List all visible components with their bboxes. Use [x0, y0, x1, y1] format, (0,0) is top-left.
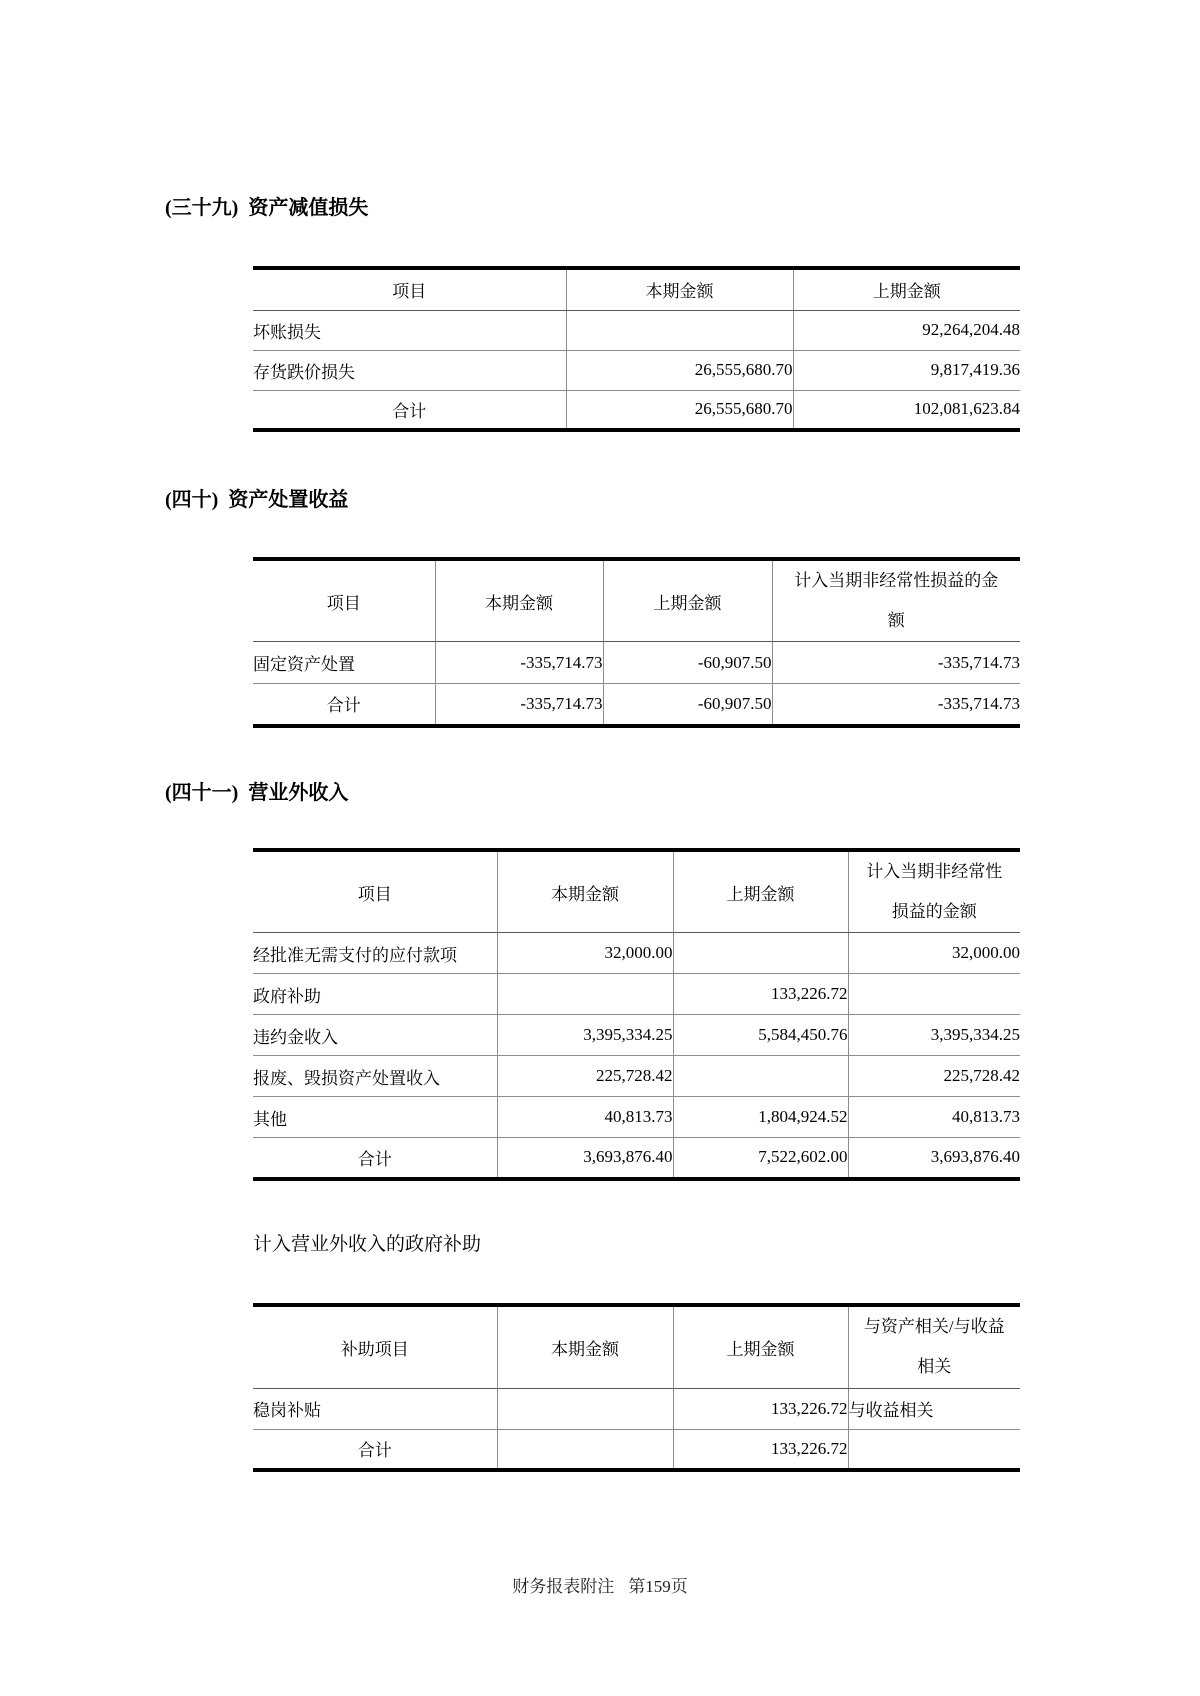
column-header-nonrecurring — [848, 850, 1020, 933]
footer-label: 财务报表附注 — [512, 1577, 615, 1596]
column-header-item: 项目 — [253, 559, 435, 642]
table-row — [253, 1097, 1020, 1138]
header-line: 损益的金额 — [891, 902, 977, 921]
table-row — [253, 1056, 1020, 1097]
subsidy-subtitle: 计入营业外收入的政府补助 — [253, 1234, 482, 1255]
prior-period-cell: 7,522,602.00 — [673, 1138, 848, 1179]
column-header-item: 项目 — [253, 850, 497, 933]
section-title: 资产处置收益 — [228, 489, 349, 511]
current-period-cell: -335,714.73 — [435, 642, 603, 684]
current-period-cell: 26,555,680.70 — [566, 350, 793, 390]
section-title: 营业外收入 — [248, 782, 349, 804]
total-row — [253, 1138, 1020, 1179]
non-operating-income-table — [253, 848, 1020, 1181]
non-recurring-cell: 225,728.42 — [848, 1056, 1020, 1097]
header-line: 计入当期非经常性损益的金 — [794, 571, 999, 590]
total-row — [253, 1429, 1020, 1470]
item-cell: 稳岗补贴 — [253, 1388, 497, 1429]
table-row — [253, 1015, 1020, 1056]
item-cell: 违约金收入 — [253, 1015, 497, 1056]
prior-period-cell: 102,081,623.84 — [793, 390, 1020, 430]
current-period-cell: 40,813.73 — [497, 1097, 673, 1138]
item-cell: 坏账损失 — [253, 310, 566, 350]
column-header-current: 本期金额 — [435, 559, 603, 642]
table-row — [253, 1388, 1020, 1429]
item-cell: 报废、毁损资产处置收入 — [253, 1056, 497, 1097]
total-row — [253, 684, 1020, 726]
section-number: (四十一) — [165, 782, 239, 804]
prior-period-cell: -60,907.50 — [603, 684, 772, 726]
current-period-cell: -335,714.73 — [435, 684, 603, 726]
government-subsidy-table — [253, 1303, 1020, 1472]
total-label-cell: 合计 — [357, 1149, 392, 1169]
table-row — [253, 642, 1020, 684]
section-number: (三十九) — [165, 197, 239, 219]
asset-disposal-table — [253, 557, 1020, 728]
prior-period-cell: 133,226.72 — [673, 1429, 848, 1470]
column-header-related-type — [848, 1305, 1020, 1388]
non-recurring-cell — [848, 974, 1020, 1015]
total-row — [253, 390, 1020, 430]
page-footer — [0, 1572, 1200, 1597]
header-line: 额 — [887, 611, 905, 630]
item-cell: 政府补助 — [253, 974, 497, 1015]
column-header-prior: 上期金额 — [793, 268, 1020, 310]
total-label-cell: 合计 — [326, 696, 361, 716]
total-label-cell: 合计 — [392, 401, 427, 421]
column-header-subsidy-item: 补助项目 — [253, 1305, 497, 1388]
total-label-cell: 合计 — [357, 1441, 392, 1461]
prior-period-cell: 9,817,419.36 — [793, 350, 1020, 390]
section-title: 资产减值损失 — [248, 197, 369, 219]
item-cell: 存货跌价损失 — [253, 350, 566, 390]
asset-impairment-table — [253, 266, 1020, 432]
table-row — [253, 350, 1020, 390]
prior-period-cell: 133,226.72 — [673, 1388, 848, 1429]
column-header-item: 项目 — [253, 268, 566, 310]
column-header-current: 本期金额 — [497, 850, 673, 933]
current-period-cell: 3,693,876.40 — [497, 1138, 673, 1179]
current-period-cell — [497, 1429, 673, 1470]
non-recurring-cell: 3,693,876.40 — [848, 1138, 1020, 1179]
column-header-prior: 上期金额 — [673, 850, 848, 933]
prior-period-cell: 1,804,924.52 — [673, 1097, 848, 1138]
prior-period-cell: 5,584,450.76 — [673, 1015, 848, 1056]
column-header-prior: 上期金额 — [673, 1305, 848, 1388]
current-period-cell — [497, 1388, 673, 1429]
table-row — [253, 974, 1020, 1015]
header-row — [253, 850, 1020, 933]
section-heading-40 — [165, 486, 348, 514]
column-header-nonrecurring — [772, 559, 1020, 642]
header-row — [253, 1305, 1020, 1388]
header-row — [253, 268, 1020, 310]
item-cell: 经批准无需支付的应付款项 — [253, 933, 497, 974]
non-recurring-cell: 32,000.00 — [848, 933, 1020, 974]
section-number: (四十) — [165, 489, 219, 511]
prior-period-cell — [673, 933, 848, 974]
current-period-cell: 225,728.42 — [497, 1056, 673, 1097]
non-recurring-cell: 3,395,334.25 — [848, 1015, 1020, 1056]
current-period-cell: 26,555,680.70 — [566, 390, 793, 430]
item-cell: 其他 — [253, 1097, 497, 1138]
header-row — [253, 559, 1020, 642]
header-line: 与资产相关/与收益 — [863, 1317, 1005, 1337]
header-line: 相关 — [917, 1357, 952, 1377]
item-cell: 固定资产处置 — [253, 642, 435, 684]
header-line: 计入当期非经常性 — [866, 862, 1003, 881]
current-period-cell: 32,000.00 — [497, 933, 673, 974]
section-heading-41 — [165, 779, 348, 807]
column-header-current: 本期金额 — [497, 1305, 673, 1388]
related-type-cell — [848, 1429, 1020, 1470]
non-recurring-cell: -335,714.73 — [772, 684, 1020, 726]
table-row — [253, 310, 1020, 350]
column-header-prior: 上期金额 — [603, 559, 772, 642]
non-recurring-cell: -335,714.73 — [772, 642, 1020, 684]
non-recurring-cell: 40,813.73 — [848, 1097, 1020, 1138]
prior-period-cell: -60,907.50 — [603, 642, 772, 684]
current-period-cell — [566, 310, 793, 350]
section-heading-39 — [165, 194, 368, 222]
related-type-cell: 与收益相关 — [848, 1388, 1020, 1429]
current-period-cell: 3,395,334.25 — [497, 1015, 673, 1056]
prior-period-cell — [673, 1056, 848, 1097]
current-period-cell — [497, 974, 673, 1015]
prior-period-cell: 92,264,204.48 — [793, 310, 1020, 350]
column-header-current: 本期金额 — [566, 268, 793, 310]
prior-period-cell: 133,226.72 — [673, 974, 848, 1015]
footer-page-number: 第159页 — [628, 1577, 688, 1596]
table-row — [253, 933, 1020, 974]
